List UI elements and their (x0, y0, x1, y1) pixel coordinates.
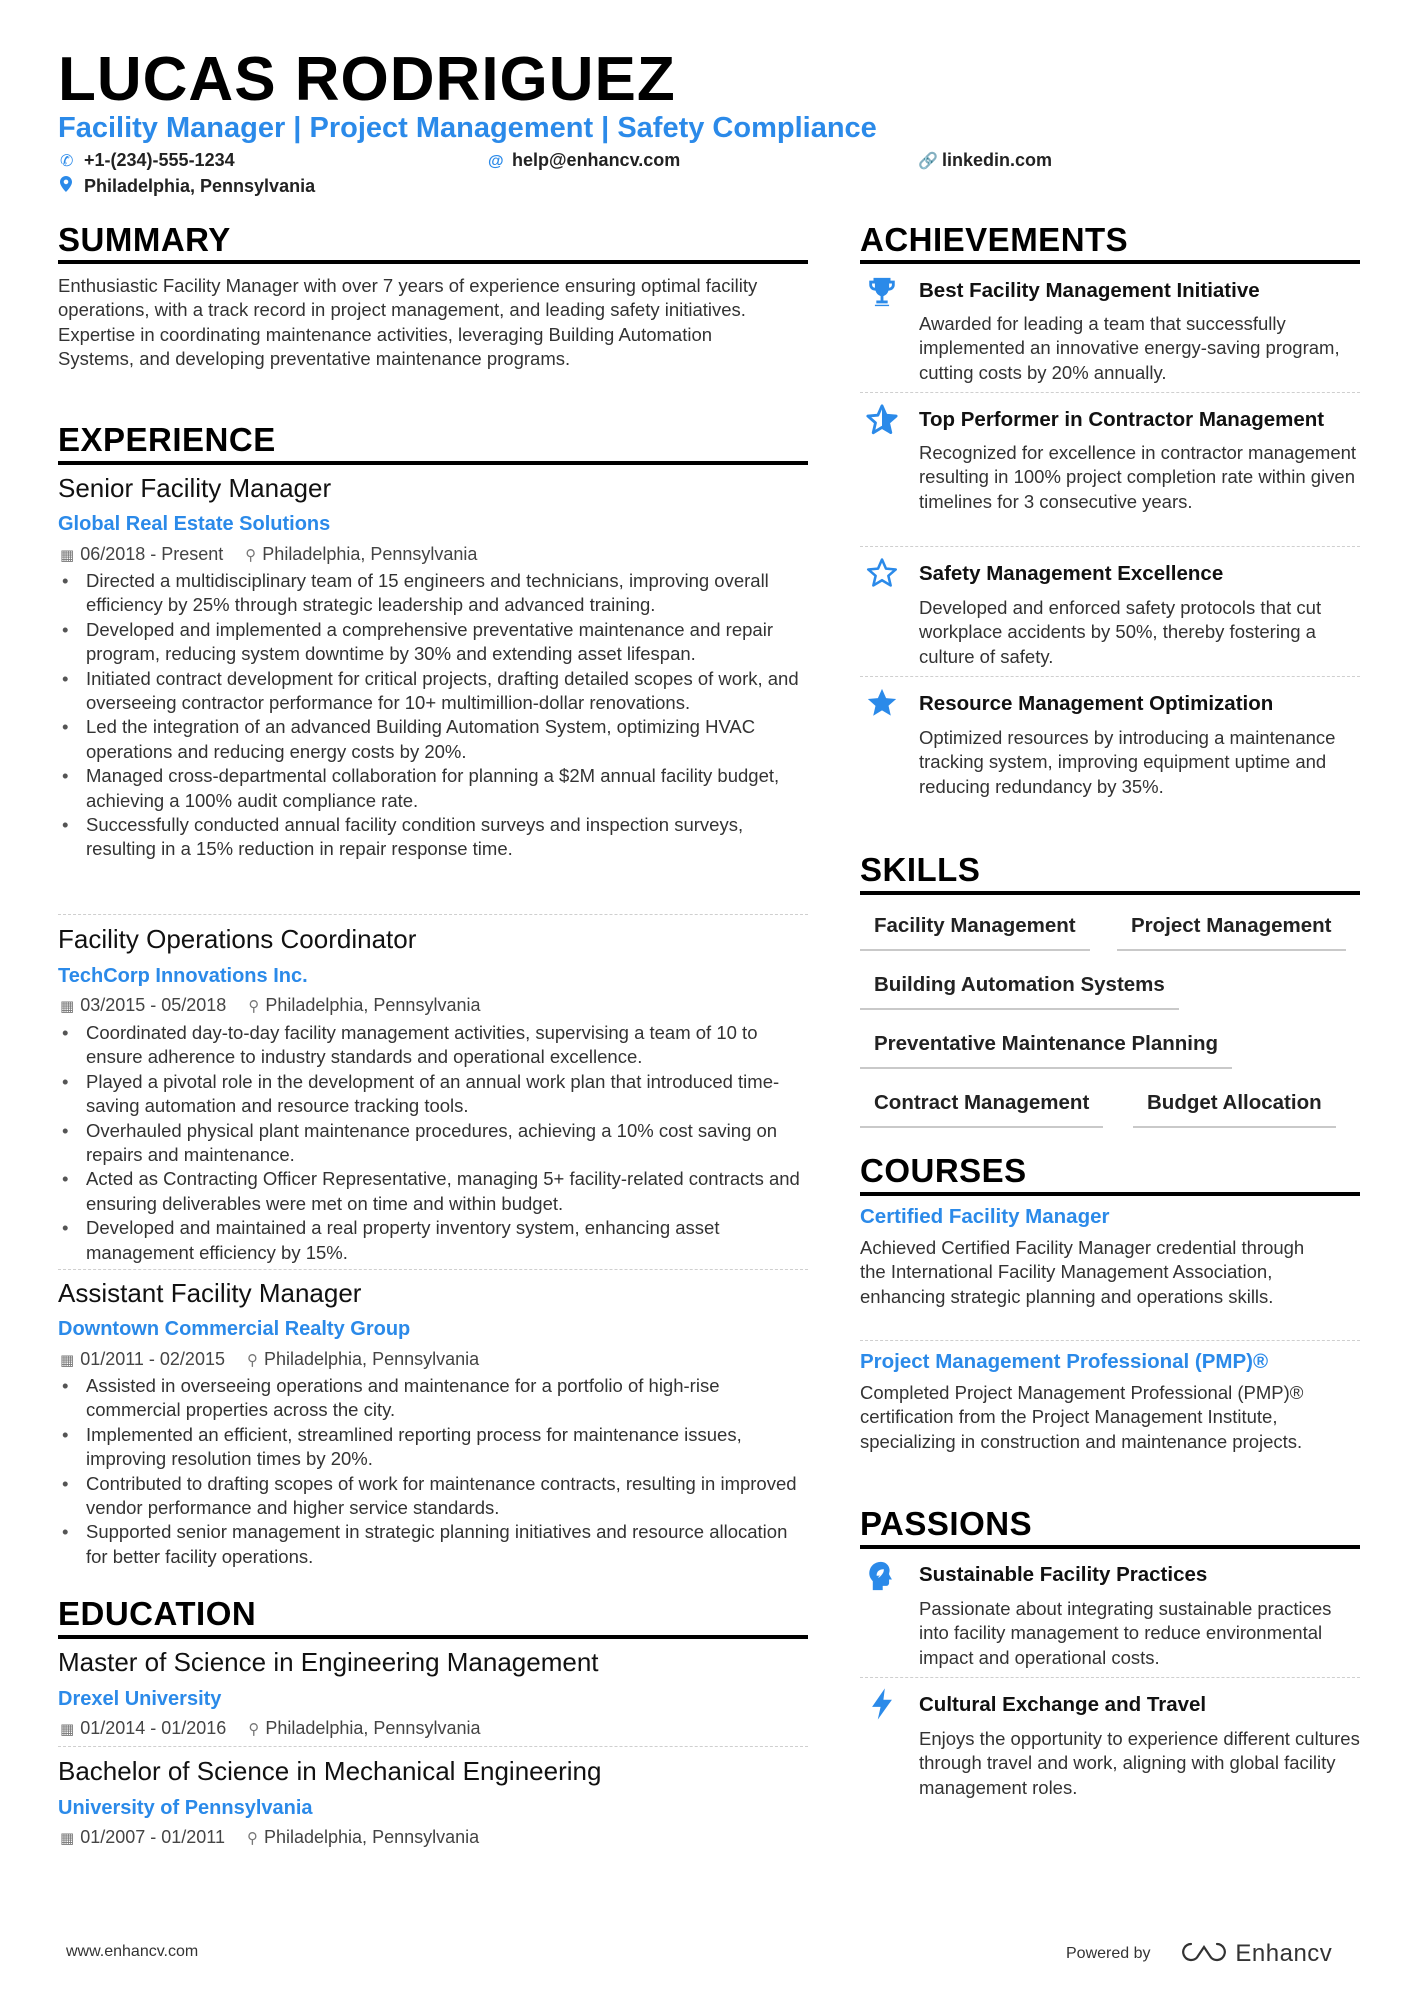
skill-tag: Budget Allocation (1133, 1090, 1336, 1128)
achievements-rule (860, 260, 1360, 264)
trophy-icon (862, 272, 902, 312)
skill-tag: Building Automation Systems (860, 972, 1179, 1010)
list-item: • Played a pivotal role in the development of an annual work plan that introduced time-saving automation and resource tracking tools. (58, 1070, 814, 1119)
skill-tag: Project Management (1117, 913, 1346, 951)
list-item: • Contributed to drafting scopes of work for maintenance contracts, resulting in improved vendor performance and higher service standards. (58, 1472, 814, 1521)
job-meta: ▦ 01/2011 - 02/2015 ⚲ Philadelphia, Pennsylvania (60, 1349, 480, 1369)
list-item: • Overhauled physical plant maintenance procedures, achieving a 10% cost saving on repairs and maintenance. (58, 1119, 814, 1168)
courses-rule (860, 1192, 1360, 1196)
calendar-icon: ▦ (60, 547, 75, 564)
divider (58, 1746, 808, 1747)
job-title: Senior Facility Manager (58, 473, 332, 503)
star-outline-icon (862, 553, 902, 593)
list-item: • Assisted in overseeing operations and maintenance for a portfolio of high-rise commercial properties across the city. (58, 1374, 814, 1423)
divider (860, 1677, 1360, 1678)
skills-heading: SKILLS (860, 851, 981, 888)
divider (58, 1269, 808, 1270)
job-meta: ▦ 06/2018 - Present ⚲ Philadelphia, Pennsylvania (60, 544, 478, 564)
education-meta: ▦ 01/2014 - 01/2016 ⚲ Philadelphia, Pennsylvania (60, 1718, 481, 1738)
course-desc: Achieved Certified Facility Manager credential through the International Facility Management Association, enhancing strategic planning and operations skills. (860, 1237, 1305, 1307)
achievement-title: Resource Management Optimization (919, 692, 1274, 715)
degree-title: Master of Science in Engineering Management (58, 1647, 599, 1677)
contact-location: Philadelphia, Pennsylvania (60, 174, 315, 200)
passion-desc: Passionate about integrating sustainable practices into facility management to reduce environmental impact and operational costs. (919, 1598, 1332, 1668)
location-pin-icon: ⚲ (248, 1721, 260, 1738)
experience-heading: EXPERIENCE (58, 421, 276, 458)
skill-tag: Contract Management (860, 1090, 1103, 1128)
contact-email[interactable]: @ help@enhancv.com (488, 148, 680, 174)
at-icon: @ (488, 153, 504, 170)
course-desc: Completed Project Management Professional (PMP)® certification from the Project Management Institute, specializing in construction and maintenance projects. (860, 1382, 1304, 1452)
enhancv-logo-icon (1181, 1941, 1227, 1968)
list-item: • Successfully conducted annual facility condition surveys and inspection surveys, resulting in a 15% reduction in repair response time. (58, 813, 814, 862)
achievements-heading: ACHIEVEMENTS (860, 221, 1129, 258)
job-bullets (58, 569, 814, 862)
list-item: • Led the integration of an advanced Building Automation System, optimizing HVAC operations and reducing energy costs by 20%. (58, 715, 814, 764)
footer-powered-by[interactable]: Powered by Enhancv (1066, 1940, 1333, 1967)
divider (860, 1340, 1360, 1341)
achievement-title: Safety Management Excellence (919, 562, 1224, 585)
company-name: Global Real Estate Solutions (58, 513, 331, 535)
job-title: Assistant Facility Manager (58, 1278, 362, 1308)
lightning-icon (862, 1684, 902, 1724)
company-name: TechCorp Innovations Inc. (58, 965, 308, 987)
education-rule (58, 1635, 808, 1639)
list-item: • Coordinated day-to-day facility management activities, supervising a team of 10 to ensure adherence to industry standards and operational excellence. (58, 1021, 814, 1070)
passions-rule (860, 1545, 1360, 1549)
list-item: • Implemented an efficient, streamlined reporting process for maintenance issues, improving resolution times by 20%. (58, 1423, 814, 1472)
phone-icon: ✆ (60, 153, 74, 170)
company-name: Downtown Commercial Realty Group (58, 1318, 411, 1340)
headline: Facility Manager | Project Management | Safety Compliance (58, 112, 877, 144)
passion-title: Cultural Exchange and Travel (919, 1693, 1207, 1716)
education-heading: EDUCATION (58, 1595, 257, 1632)
list-item: • Acted as Contracting Officer Representative, managing 5+ facility-related contracts and ensuring deliverables were met on time and within budget. (58, 1167, 814, 1216)
achievement-desc: Awarded for leading a team that successfully implemented an innovative energy-saving program, cutting costs by 20% annually. (919, 313, 1340, 383)
skills-rule (860, 891, 1360, 895)
calendar-icon: ▦ (60, 1830, 75, 1847)
list-item: • Developed and implemented a comprehensive preventative maintenance and repair program, reducing system downtime by 30% and extending asset lifespan. (58, 618, 814, 667)
courses-heading: COURSES (860, 1152, 1027, 1189)
location-pin-icon: ⚲ (245, 547, 257, 564)
contact-linkedin[interactable]: 🔗 linkedin.com (918, 148, 1052, 174)
degree-title: Bachelor of Science in Mechanical Engineering (58, 1756, 602, 1786)
course-title: Certified Facility Manager (860, 1205, 1110, 1228)
location-pin-icon: ⚲ (246, 1830, 258, 1847)
divider (860, 392, 1360, 393)
job-bullets (58, 1021, 814, 1265)
calendar-icon: ▦ (60, 998, 75, 1015)
footer-website[interactable]: www.enhancv.com (66, 1943, 199, 1960)
location-pin-icon: ⚲ (248, 998, 260, 1015)
achievement-desc: Recognized for excellence in contractor management resulting in 100% project completion rate within given timelines for 3 consecutive years. (919, 442, 1357, 512)
passions-heading: PASSIONS (860, 1505, 1033, 1542)
link-icon: 🔗 (918, 153, 938, 170)
course-title: Project Management Professional (PMP)® (860, 1350, 1269, 1373)
achievement-desc: Developed and enforced safety protocols that cut workplace accidents by 50%, thereby fostering a culture of safety. (919, 597, 1322, 667)
calendar-icon: ▦ (60, 1721, 75, 1738)
school-name: Drexel University (58, 1688, 222, 1710)
experience-rule (58, 461, 808, 465)
job-bullets (58, 1374, 814, 1569)
list-item: • Initiated contract development for critical projects, drafting detailed scopes of work, and overseeing contractor performance for 10+ multimillion-dollar renovations. (58, 667, 814, 716)
summary-heading: SUMMARY (58, 221, 231, 258)
candidate-name: LUCAS RODRIGUEZ (58, 45, 676, 114)
head-leaf-icon (862, 1556, 902, 1596)
summary-text: Enthusiastic Facility Manager with over 7 years of experience ensuring optimal facility operations, with a track record in project management, and leading safety initiatives. Expertise in coordinating maintenance activities, leveraging Building Automation Systems, and developing preventative maintenance programs. (58, 275, 758, 370)
location-pin-icon: ⚲ (246, 1352, 258, 1369)
location-pin-icon (60, 176, 78, 200)
divider (860, 546, 1360, 547)
skill-tag: Facility Management (860, 913, 1090, 951)
list-item: • Managed cross-departmental collaboration for planning a $2M annual facility budget, achieving a 100% audit compliance rate. (58, 764, 814, 813)
passion-title: Sustainable Facility Practices (919, 1563, 1208, 1586)
job-meta: ▦ 03/2015 - 05/2018 ⚲ Philadelphia, Pennsylvania (60, 995, 481, 1015)
summary-rule (58, 260, 808, 264)
achievement-desc: Optimized resources by introducing a maintenance tracking system, improving equipment uptime and reducing redundancy by 35%. (919, 727, 1336, 797)
skill-tag: Preventative Maintenance Planning (860, 1031, 1232, 1069)
job-title: Facility Operations Coordinator (58, 924, 417, 954)
divider (58, 914, 808, 915)
divider (860, 676, 1360, 677)
contact-phone[interactable]: ✆ +1-(234)-555-1234 (60, 148, 235, 174)
list-item: • Developed and maintained a real property inventory system, enhancing asset management efficiency by 15%. (58, 1216, 814, 1265)
education-meta: ▦ 01/2007 - 01/2011 ⚲ Philadelphia, Pennsylvania (60, 1827, 480, 1847)
passion-desc: Enjoys the opportunity to experience different cultures through travel and work, aligning with global facility management roles. (919, 1728, 1360, 1798)
star-filled-icon (862, 683, 902, 723)
list-item: • Directed a multidisciplinary team of 15 engineers and technicians, improving overall efficiency by 25% through strategic leadership and advanced training. (58, 569, 814, 618)
achievement-title: Top Performer in Contractor Management (919, 408, 1325, 431)
list-item: • Supported senior management in strategic planning initiatives and resource allocation for better facility operations. (58, 1520, 814, 1569)
calendar-icon: ▦ (60, 1352, 75, 1369)
school-name: University of Pennsylvania (58, 1797, 313, 1819)
star-half-icon (862, 400, 902, 440)
achievement-title: Best Facility Management Initiative (919, 279, 1260, 302)
